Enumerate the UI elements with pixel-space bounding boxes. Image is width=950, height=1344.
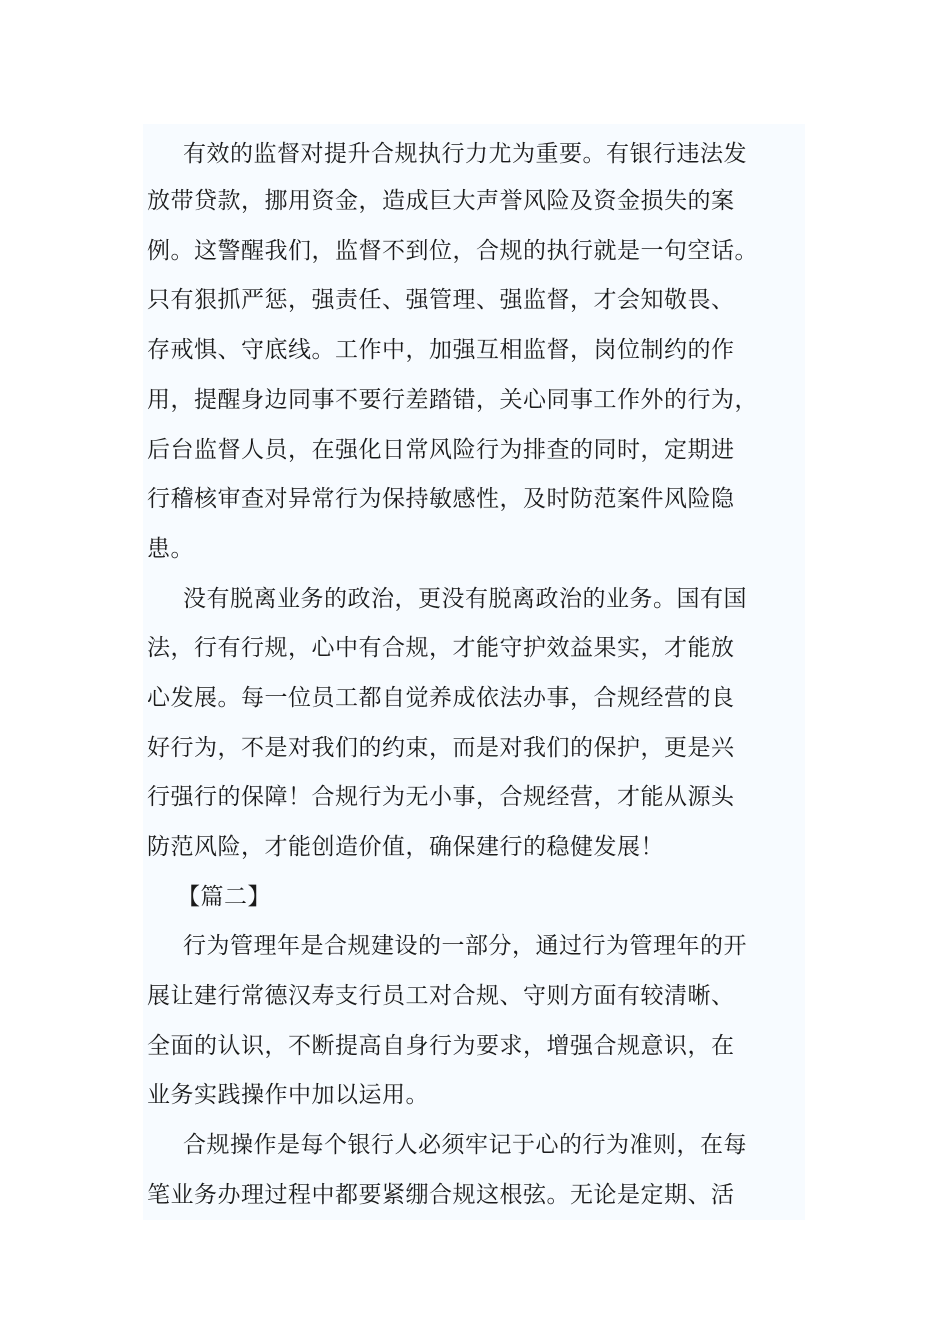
paragraph-line: 只有狠抓严惩，强责任、强管理、强监督，才会知敬畏、 [147, 287, 735, 313]
paragraph-line: 后台监督人员，在强化日常风险行为排查的同时，定期进 [147, 437, 735, 463]
section-heading: 【篇二】 [177, 884, 271, 910]
paragraph-line: 放带贷款，挪用资金，造成巨大声誉风险及资金损失的案 [147, 188, 735, 214]
paragraph-line: 心发展。每一位员工都自觉养成依法办事，合规经营的良 [147, 685, 735, 711]
paragraph-line: 行强行的保障！合规行为无小事，合规经营，才能从源头 [147, 784, 735, 810]
paragraph-line: 有效的监督对提升合规执行力尤为重要。有银行违法发 [183, 141, 747, 167]
paragraph-line: 全面的认识，不断提高自身行为要求，增强合规意识，在 [147, 1033, 735, 1059]
paragraph-line: 患。 [147, 536, 194, 562]
paragraph-line: 没有脱离业务的政治，更没有脱离政治的业务。国有国 [183, 586, 747, 612]
document-body [143, 124, 805, 1220]
paragraph-line: 展让建行常德汉寿支行员工对合规、守则方面有较清晰、 [147, 983, 735, 1009]
paragraph-line: 好行为，不是对我们的约束，而是对我们的保护，更是兴 [147, 735, 735, 761]
paragraph-line: 笔业务办理过程中都要紧绷合规这根弦。无论是定期、活 [147, 1182, 735, 1208]
paragraph-line: 存戒惧、守底线。工作中，加强互相监督，岗位制约的作 [147, 337, 735, 363]
paragraph-line: 防范风险，才能创造价值，确保建行的稳健发展！ [147, 834, 664, 860]
paragraph-line: 行为管理年是合规建设的一部分，通过行为管理年的开 [183, 933, 747, 959]
paragraph-line: 法，行有行规，心中有合规，才能守护效益果实，才能放 [147, 635, 735, 661]
paragraph-line: 用，提醒身边同事不要行差踏错，关心同事工作外的行为， [147, 387, 758, 413]
paragraph-line: 例。这警醒我们，监督不到位，合规的执行就是一句空话。 [147, 238, 758, 264]
paragraph-line: 行稽核审查对异常行为保持敏感性，及时防范案件风险隐 [147, 486, 735, 512]
paragraph-line: 合规操作是每个银行人必须牢记于心的行为准则，在每 [183, 1132, 747, 1158]
paragraph-line: 业务实践操作中加以运用。 [147, 1082, 429, 1108]
